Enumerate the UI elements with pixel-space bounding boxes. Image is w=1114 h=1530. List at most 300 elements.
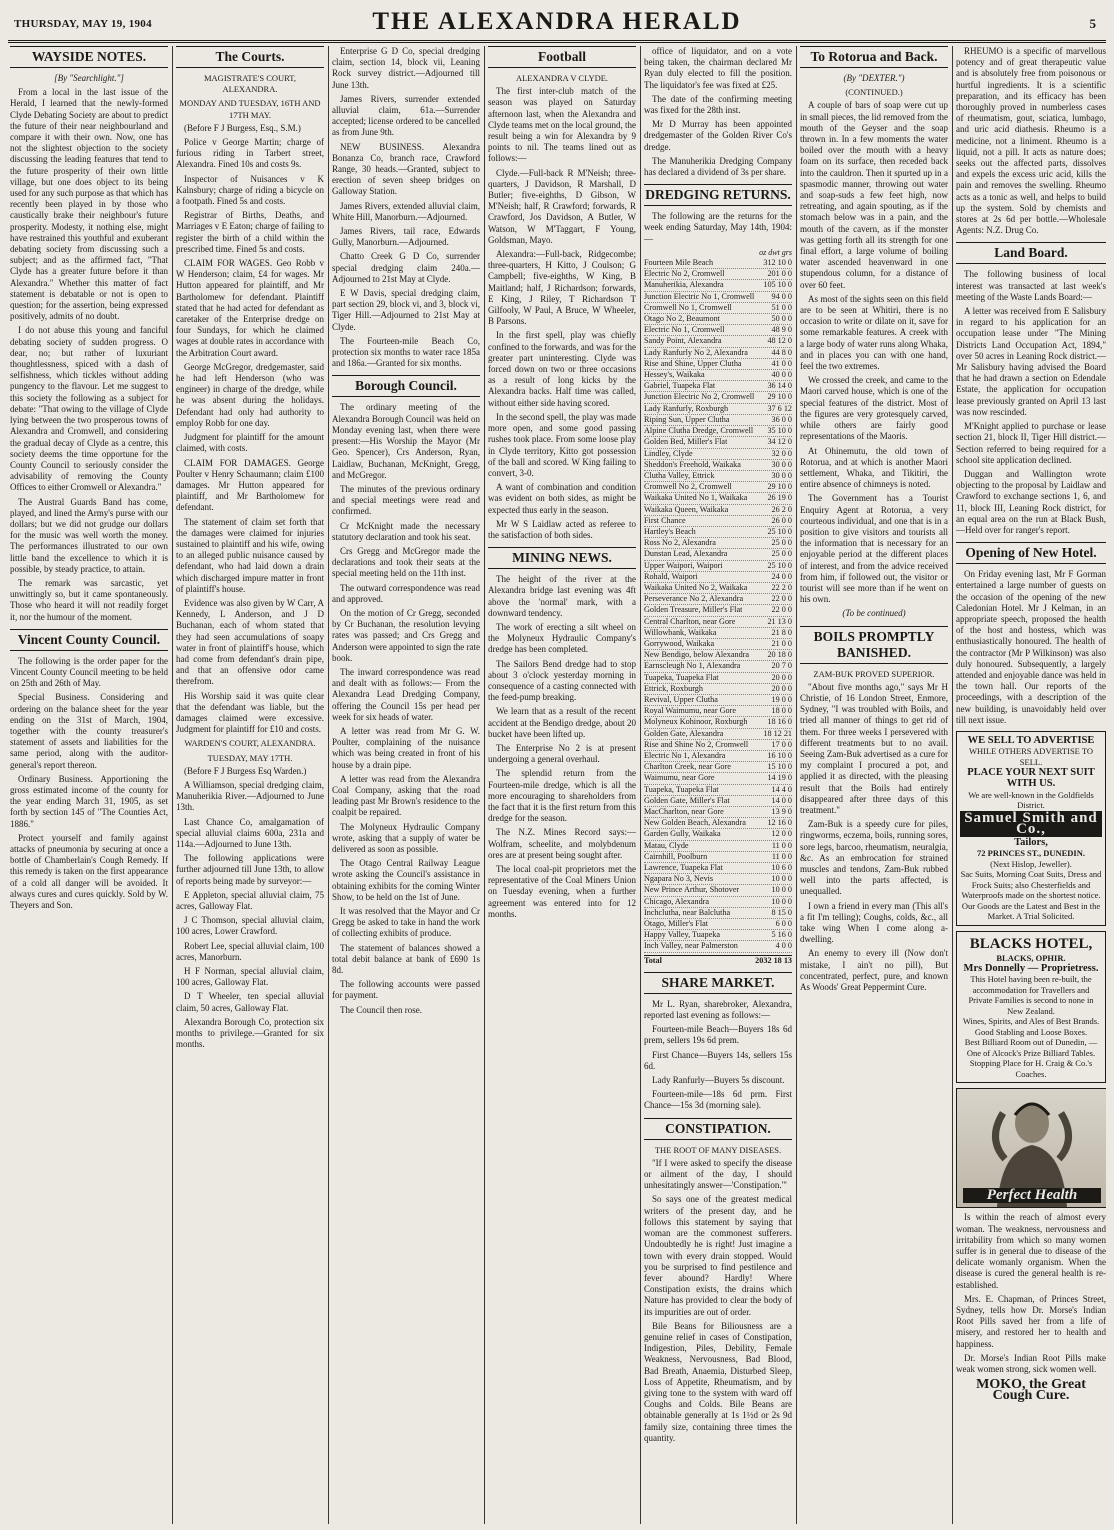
dredge-yield: 4 0 0 (775, 941, 792, 951)
dredge-name: Electric No 2, Cromwell (644, 269, 725, 279)
dredge-yield: 22 0 0 (771, 605, 792, 615)
returns-row (644, 527, 792, 538)
column-rule (640, 46, 641, 1524)
article-paragraph: Registrar of Births, Deaths, and Marriages v E Eaton; charge of failing to register the birth of a child within the prescribed time. Fined 5s and costs. (176, 210, 324, 254)
dredge-name: Junction Electric No 2, Cromwell (644, 392, 755, 402)
tailor-line: Sac Suits, Morning Coat Suits, Dress and Frock Suits; also Chesterfields and Waterproofs made on the shortest notice. (960, 869, 1102, 901)
article-paragraph: It was resolved that the Mayor and Cr Gregg be asked to take in hand the work of collecting exhibits of produce. (332, 906, 480, 939)
dredge-yield: 25 0 0 (771, 538, 792, 548)
dredge-name: Junction Electric No 1, Cromwell (644, 291, 755, 301)
dredge-name: Lady Ranfurly No 2, Alexandra (644, 347, 748, 357)
dredge-name: Perseverance No 2, Alexandra (644, 594, 744, 604)
article-paragraph: The remark was sarcastic, yet unwittingly so, but it came spontaneously. Those who heard it will not readily forget it, nor the humour of the moment. (10, 577, 168, 622)
dredge-yield: 20 0 0 (771, 672, 792, 682)
dredge-yield: 22 2 0 (771, 582, 792, 592)
dredge-name: Central Charlton, near Gore (644, 616, 736, 626)
article-paragraph: CLAIM FOR DAMAGES. George Poulter v Henry Schaumann; claim £100 damages. Mr Hutton appeared for plaintiff, and Mr Bartholomew for defendant. (176, 457, 324, 513)
article-paragraph: His Worship said it was quite clear that the defendant was liable, but the damages claimed were excessive. Judgment for plaintiff for £10 and costs. (176, 690, 324, 735)
returns-row (644, 695, 792, 706)
dredge-name: Golden Treasure, Miller's Flat (644, 605, 743, 615)
column-rule (484, 46, 485, 1524)
returns-row (644, 773, 792, 784)
dredge-name: Tuapeka, Tuapeka Flat (644, 672, 719, 682)
dredge-yield: 29 10 0 (767, 392, 792, 402)
dredge-name: Clutha Valley, Ettrick (644, 470, 715, 480)
dredge-name: Waikaka United No 1, Waikaka (644, 493, 748, 503)
dredge-yield: 18 16 0 (767, 717, 792, 727)
dredge-name: First Chance (644, 515, 686, 525)
dredge-name: Gorrywood, Waikaka (644, 638, 715, 648)
dredge-yield: 20 0 0 (771, 683, 792, 693)
returns-row (644, 661, 792, 672)
tailor-line: Tailors, (1014, 836, 1048, 848)
article-paragraph: The date of the confirming meeting was fixed for the 28th inst. (644, 93, 792, 116)
hotel-line: Stopping Place for H. Craig & Co.'s Coaches. (969, 1058, 1093, 1079)
dredge-yield: 50 0 0 (771, 314, 792, 324)
returns-row (644, 460, 792, 471)
returns-row (644, 561, 792, 572)
returns-row (644, 874, 792, 885)
column-rule (952, 46, 953, 1524)
article-paragraph: Fourteen-mile—18s 6d prm. First Chance—15s 3d (morning sale). (644, 1089, 792, 1111)
column-wayside-notes (10, 46, 168, 1524)
article-paragraph: First Chance—Buyers 14s, sellers 15s 6d. (644, 1049, 792, 1071)
article-paragraph: M'Knight applied to purchase or lease section 21, block II, Tiger Hill district.—Section referred to being required for a school site application declined. (956, 421, 1106, 465)
article-paragraph: We crossed the creek, and came to the Maori carved house, which is one of the special features of the district. Most of the figures are very grotesquely carved, while others are fairly good representations of the Maoris. (800, 375, 948, 442)
returns-row (644, 919, 792, 930)
dredge-name: Sandy Point, Alexandra (644, 336, 722, 346)
article-paragraph: The work of erecting a silt wheel on the Molyneux Hydraulic Company's dredge has been completed. (488, 621, 636, 655)
dredge-yield: 11 0 0 (771, 840, 792, 850)
returns-row (644, 336, 792, 347)
dredge-yield: 10 0 0 (771, 885, 792, 895)
column-borough-council (332, 46, 480, 1524)
article-paragraph: The Government has a Tourist Enquiry Agent at Rotorua, a very courteous individual, and one that is in a position to give visitors and tourists all the information that is necessary for an enjoyable period at the different places of interest, and from the advice received from him, if followed out, the visitor or tourist will see more than if he went on his own. (800, 493, 948, 605)
article-paragraph: Inspector of Nuisances v K Kalnsbury; charge of riding a bicycle on a footpath. Fined 5s and costs. (176, 173, 324, 207)
returns-row (644, 314, 792, 325)
article-paragraph: J C Thomson, special alluvial claim, 100 acres, Lower Crawford. (176, 915, 324, 937)
returns-row (644, 549, 792, 560)
dredge-yield: 94 0 0 (771, 291, 792, 301)
article-paragraph: (Before F J Burgess Esq Warden.) (184, 765, 307, 776)
dredge-name: Upper Waipori, Waipori (644, 560, 723, 570)
returns-row (644, 796, 792, 807)
dredge-yield: 21 0 0 (771, 638, 792, 648)
returns-table-header: oz dwt grs (759, 247, 792, 257)
returns-row (644, 493, 792, 504)
dredge-name: MacCharlton, near Gore (644, 807, 724, 816)
blacks-hotel-advert (956, 931, 1106, 1084)
dredge-name: Charlton Creek, near Gore (644, 762, 731, 772)
article-paragraph: James Rivers, surrender extended alluvial claim, 61a.—Surrender accepted; license ordered to be cancelled as from June 9th. (332, 93, 480, 138)
column-rotorua (800, 46, 948, 1524)
returns-row (644, 370, 792, 381)
article-paragraph: Evidence was also given by W Carr, A Kennedy, L Anderson, and J D Buchanan, each of whom stated that they had seen accumulations of soapy water in front of plaintiff's house, which had come from defendant's drain pipe, and that an offensive odor came therefrom. (176, 597, 324, 687)
dredge-name: Riping Sun, Upper Clutha (644, 414, 730, 424)
dredge-name: Cromwell No 1, Cromwell (644, 302, 732, 312)
dredge-name: Hessey's, Waikaka (644, 370, 705, 380)
article-paragraph: A want of combination and condition was evident on both sides, as might be expected thus early in the season. (488, 482, 636, 515)
returns-row (644, 538, 792, 549)
continued-note: (CONTINUED.) (845, 87, 903, 98)
returns-row (644, 258, 792, 269)
advert-paragraph: Dr. Morse's Indian Root Pills make weak women strong, sick women well. (956, 1352, 1106, 1375)
article-paragraph: James Rivers, extended alluvial claim, White Hill, Manorburn.—Adjourned. (332, 200, 480, 222)
column-land-board-ads (956, 46, 1106, 1524)
dredge-yield: 105 10 0 (763, 280, 792, 290)
dredge-yield: 30 0 0 (771, 459, 792, 469)
article-paragraph: Cr McKnight made the necessary statutory declaration and took his seat. (332, 520, 480, 542)
dredge-name: Waimumu, near Gore (644, 773, 715, 783)
mining-news-heading: MINING NEWS. (488, 547, 636, 569)
share-market-heading: SHARE MARKET. (644, 972, 792, 994)
returns-row (644, 617, 792, 628)
dredge-yield: 34 12 0 (767, 437, 792, 447)
rotorua-heading: To Rotorua and Back. (800, 46, 948, 68)
article-paragraph: Police v George Martin; charge of furious riding in Tarbert street, Alexandra. Fined 10s and costs 9s. (176, 137, 324, 170)
article-paragraph: Crs Gregg and McGregor made the declarations and took their seats at the special meeting held on the 11th inst. (332, 545, 480, 579)
column-football-mining (488, 46, 636, 1524)
article-paragraph: The inward correspondence was read and dealt with as follows:— From the Alexandra Lead Dredging Company, offering the Council 15s per head per week for six heads of water. (332, 666, 480, 722)
returns-row (644, 292, 792, 303)
dredge-yield: 13 9 0 (771, 807, 792, 816)
article-paragraph: D T Wheeler, ten special alluvial claim, 50 acres, Galloway Flat. (176, 991, 324, 1013)
returns-row (644, 785, 792, 796)
dredge-yield: 17 0 0 (771, 739, 792, 749)
returns-row (644, 505, 792, 516)
dredge-name: Ngapara No 3, Nevis (644, 874, 714, 884)
total-value: 2032 18 13 (755, 955, 792, 965)
article-paragraph: A letter was received from E Salisbury in regard to his application for an occupation lease under "The Mining Districts Land Occupation Act, 1894," over 50 acres in Leaning Rock district.—Mr Salisbury having advised the Board that he had drawn a section on Edendale Estate, the application for occupation lease previously granted on April 13 last was now rescinded. (956, 306, 1106, 417)
rheumo-advert: RHEUMO is a specific of marvellous potency and of great therapeutic value and is absolutely free from poisonous or hurtful ingredients. It is a scientific preparation, and its efficacy has been thoroughly proved in numberless cases of rheumatism, gout, sciatica, lumbago, and uric acid diathesis. Rheumo is a medicine, not a liniment. Rheumo is a liquid, not a pill. It acts as nature does; seeks out the affected parts, dissolves and expels the excess uric acid, kills the pain and removes the swelling. Rheumo acts as a tonic as well, and helps to build up the system. Sold by chemists and stores at 2s 6d per bottle.—Wholesale Agents: N.Z. Drug Co. (956, 46, 1106, 236)
article-paragraph: Alexandra:—Full-back, Ridgecombe; three-quarters, H Kitto, J Coulson; G Campbell; five-eighths, W King, B Maitland; half, J Richardson; forwards, E King, J Riley, T Richardson T Gilfooly, W Paul, A Bruce, W Wheeler, B Parsons. (488, 249, 636, 327)
returns-row (644, 269, 792, 280)
article-paragraph: (Before F J Burgess, Esq., S.M.) (184, 122, 301, 133)
to-be-continued: (To be continued) (842, 608, 906, 619)
returns-row (644, 381, 792, 392)
dredge-yield: 19 0 0 (771, 694, 792, 704)
returns-row (644, 348, 792, 359)
article-paragraph: So says one of the greatest medical writers of the present day, and he follows this statement by saying that woman are the commonest sufferers. Undoubtedly he is right! Just imagine a town with every drain stopped. Would you be surprised to find pestilence and fever abound? Hardly! Where Constipation exists, the drains which Nature has provided to clear the body of its impurities are out of order. (644, 1194, 792, 1317)
returns-row (644, 605, 792, 616)
article-paragraph: I do not abuse this young and fanciful debating society of sudden progress. O dear, no; but rather of luxuriant thoughtlessness, spiced with a dash of selfishness, which tickles without adding pungency to the flavour. Let me suggest to this society the following as a subject for debate: "That owing to the village of Clyde lying between the two prosperous towns of Alexandra and Cromwell, and considering the gradual decay of Clyde as a centre, this society deems the time opportune for the County Council to seriously consider the advisability of removing the County Offices to either Cromwell or Alexandra." (10, 325, 168, 493)
match-title: ALEXANDRA V CLYDE. (515, 73, 609, 83)
tailor-line: (Next Hislop, Jeweller). (990, 858, 1072, 869)
dredge-name: Matau, Clyde (644, 840, 689, 850)
article-paragraph: The Manuherikia Dredging Company has declared a dividend of 3s per share. (644, 155, 792, 178)
zam-buk-subheading: ZAM-BUK PROVED SUPERIOR. (813, 668, 935, 679)
article-paragraph: A couple of bars of soap were cut up in small pieces, the lid removed from the mouth of the Geyser and the soap thrown in. In a few moments the water boiled over the mouth with a heavy foam on its surface, then receded back into the cauldron. Then it spurted up in a spasmodic manner, throwing out water and soap-suds a few feet high, now retreating, and again spouting, as if the stomach below was in a pain, and the mouth of the cavern, as if the monster was getting forth all its strength for one final effort, a large volume of boiling water ascended heavenward in one stupendous column, for a distance of over 60 feet. (800, 100, 948, 290)
returns-row (644, 807, 792, 818)
constipation-heading: CONSTIPATION. (644, 1118, 792, 1140)
article-paragraph: James Rivers, tail race, Edwards Gully, Manorburn.—Adjourned. (332, 226, 480, 248)
dredge-yield: 312 10 0 (763, 258, 792, 268)
dredge-name: Ross No 2, Alexandra (644, 538, 716, 548)
dredge-yield: 30 0 0 (771, 470, 792, 480)
dredge-name: Sheddon's Freehold, Waikaka (644, 459, 741, 469)
returns-row (644, 885, 792, 896)
dredge-yield: 25 10 0 (767, 560, 792, 570)
article-paragraph: The minutes of the previous ordinary and special meetings were read and confirmed. (332, 483, 480, 517)
hotel-line: This Hotel having been re-built, the accommodation for Travellers and Private Families is second to none in New Zealand. (968, 974, 1094, 1016)
dredge-yield: 48 12 0 (767, 336, 792, 346)
returns-row (644, 437, 792, 448)
article-paragraph: The Enterprise No 2 is at present undergoing a general overhaul. (488, 742, 636, 765)
dredge-name: Alpine Clutha Dredge, Cromwell (644, 426, 754, 436)
article-paragraph: H F Norman, special alluvial claim, 100 acres, Galloway Flat. (176, 966, 324, 988)
constipation-subheading: THE ROOT OF MANY DISEASES. (654, 1144, 782, 1155)
tailor-line: Our Goods are the Latest and Best in the Market. A Trial Solicited. (961, 900, 1101, 922)
dredge-yield: 20 7 0 (771, 661, 792, 671)
returns-row (644, 594, 792, 605)
dredge-yield: 12 0 0 (771, 829, 792, 839)
land-board-heading: Land Board. (956, 242, 1106, 264)
dredging-returns-table (644, 248, 792, 966)
dredge-yield: 14 0 0 (771, 795, 792, 805)
dredge-yield: 48 9 0 (771, 325, 792, 335)
article-paragraph: George McGregor, dredgemaster, said he had left Henderson (who was engineer) in charge of the dredge, while he was absent during the holidays. Defendant had only had authority to employ Robb for one day. (176, 361, 324, 428)
dredge-yield: 25 10 0 (767, 526, 792, 536)
article-paragraph: The following applications were further adjourned till June 13th, to allow of reports being made by surveyor:— (176, 853, 324, 886)
article-paragraph: The statement of balances showed a total debit balance at bank of £690 1s 8d. (332, 942, 480, 976)
dredge-name: Electric No 1, Cromwell (644, 325, 725, 335)
returns-row (644, 717, 792, 728)
returns-row (644, 404, 792, 415)
dredge-yield: 14 19 0 (767, 773, 792, 783)
dredge-yield: 201 0 0 (767, 269, 792, 279)
column-dredging-returns (644, 46, 792, 1524)
dredging-returns-heading: DREDGING RETURNS. (644, 184, 792, 206)
advert-paragraph: Is within the reach of almost every woman. The weakness, nervousness and irritability from which so many women suffer is in general due to disease of the delicate womanly organism. When the disease is cured the general health is re-established. (956, 1212, 1106, 1290)
article-paragraph: "If I were asked to specify the disease or ailment of the day, I should unhesitatingly answer—'Constipation.'" (644, 1157, 792, 1191)
article-paragraph: office of liquidator, and on a vote being taken, the chairman declared Mr Ryan duly elected to fill the position. The liquidator's fee was fixed at £25. (644, 46, 792, 90)
returns-row (644, 650, 792, 661)
dredge-yield: 20 18 0 (767, 650, 792, 660)
column-rule (172, 46, 173, 1524)
article-paragraph: The Austral Guards Band has come, played, and lined the Army's purse with our dollars; but we did not grudge our dollars for the music was well worth the money. The performances illustrated to our own little band the excellence to which it is possible, by steady practice, to attain. (10, 496, 168, 574)
moko-advert: MOKO, the Great Cough Cure. (976, 1377, 1086, 1404)
tailor-slogan-advert (956, 731, 1106, 926)
vincent-county-council-heading: Vincent County Council. (10, 629, 168, 651)
dredge-yield: 44 8 0 (771, 347, 792, 357)
article-paragraph: A Williamson, special dredging claim, Manuherikia River.—Adjourned to June 13th. (176, 779, 324, 813)
dredge-name: New Golden Beach, Alexandra (644, 818, 746, 828)
courts-heading: The Courts. (176, 46, 324, 68)
hotel-line: Wines, Spirits, and Ales of Best Brands. (962, 1016, 1100, 1027)
returns-row (644, 897, 792, 908)
article-paragraph: The splendid return from the Fourteen-mile dredge, which is all the more encouraging to shareholders from the fact that it is the first return from this dredge for the season. (488, 768, 636, 824)
court-subheading: MAGISTRATE'S COURT, ALEXANDRA. (203, 73, 296, 95)
perfect-health-banner: Perfect Health (963, 1188, 1101, 1203)
returns-row (644, 415, 792, 426)
column-rule (328, 46, 329, 1524)
article-paragraph: NEW BUSINESS. Alexandra Bonanza Co, branch race, Crawford Range, 30 heads.—Granted, subject to erection of seven sheep bridges on Galloway Station. (332, 141, 480, 197)
returns-row (644, 426, 792, 437)
newspaper-title: THE ALEXANDRA HERALD (372, 8, 742, 35)
returns-row (644, 471, 792, 482)
dredge-name: Hartley's Beach (644, 526, 696, 536)
article-paragraph: Ordinary Business. Apportioning the gross estimated income of the county for the year ending March 31, 1905, as set forth by section 145 of "The Counties Act, 1886." (10, 773, 168, 829)
returns-row (644, 639, 792, 650)
returns-row (644, 751, 792, 762)
page-number: 5 (1089, 16, 1096, 31)
court-dates: MONDAY AND TUESDAY, 16TH AND 17TH MAY. (179, 98, 321, 120)
article-paragraph: A letter was read from the Alexandra Coal Company, asking that the road leading past Mr Brown's residence to the coalpit be repaired. (332, 773, 480, 818)
dredge-name: Willowbank, Waikaka (644, 627, 717, 637)
returns-row (644, 863, 792, 874)
article-paragraph: Judgment for plaintiff for the amount claimed, with costs. (176, 432, 324, 454)
slogan-line: WE SELL TO ADVERTISE (967, 734, 1095, 746)
total-label: Total (644, 955, 662, 965)
dredge-name: Golden Bed, Miller's Flat (644, 437, 728, 447)
returns-row (644, 740, 792, 751)
dredge-name: Waikaka United No 2, Waikaka (644, 582, 748, 592)
hotel-proprietress: Mrs Donnelly — Proprietress. (963, 963, 1099, 975)
dredge-name: Cairnhill, Poolburn (644, 851, 708, 861)
article-paragraph: The Molyneux Hydraulic Company wrote, asking that a supply of water be delivered as soon as possible. (332, 821, 480, 854)
wardens-court-subheading: WARDEN'S COURT, ALEXANDRA. (184, 738, 316, 749)
article-paragraph: The Otago Central Railway League wrote asking the Council's assistance in obtaining exhibits for the coming Winter Show, to be held on the 1st of June. (332, 858, 480, 902)
dredge-name: Gabriel, Tuapeka Flat (644, 381, 716, 391)
dredge-yield: 10 0 0 (771, 896, 792, 906)
new-hotel-heading: Opening of New Hotel. (956, 542, 1106, 564)
article-paragraph: The ordinary meeting of the Alexandra Borough Council was held on Monday evening last, when there were present:—His Worship the Mayor (Mr Geo. Spencer), Crs Anderson, Ryan, Laidlaw, Buchanan, McKnight, Gregg, and McGregor. (332, 402, 480, 480)
returns-row (644, 325, 792, 336)
advert-paragraph: "About five months ago," says Mr H Christie, of 16 London Street, Enmore, Sydney, "I was troubled with Boils, and tried all manner of things to get rid of them. For three weeks I persevered with different treatments but to no avail. Seeing Zam-Buk advertised as a cure for my complaint I procured a pot, and applied it as directed, with the pleasing result that the Boils had entirely disappeared after three days of this treatment." (800, 681, 948, 815)
article-paragraph: In the second spell, the play was made more open, and some good passing rushes took place. From some loose play in Clyde territory, Kitto got possession of the ball and scored. W King failing to convert, 3-0. (488, 411, 636, 478)
returns-row (644, 392, 792, 403)
article-paragraph: E Appleton, special alluvial claim, 75 acres, Galloway Flat. (176, 889, 324, 912)
article-paragraph: We learn that as a result of the recent accident at the Bendigo dredge, about 20 bucket have been lifted up. (488, 706, 636, 739)
dredge-name: New Prince Arthur, Shotover (644, 885, 740, 895)
article-paragraph: The height of the river at the Alexandra bridge last evening was 4ft above the 'normal' mark, with a downward tendency. (488, 574, 636, 618)
football-heading: Football (488, 46, 636, 68)
article-paragraph: Alexandra Borough Co, protection six months to privilege.—Granted for six months. (176, 1016, 324, 1050)
advert-paragraph: Protect yourself and family against attacks of pneumonia by securing at once a bottle of Chamberlain's Cough Remedy. If this remedy is taken on the first appearance of a cold all danger will be avoided. It always cures and cures quickly. Sold by W. Theyers and Son. (10, 832, 168, 911)
borough-council-heading: Borough Council. (332, 375, 480, 397)
article-paragraph: Clyde.—Full-back R M'Neish; three-quarters, J Davidson, R Marshall, D Butler; five-eighths, D Gibson, W M'Neish; half, R Crawford; forwards, R Crawford, Jos Davidson, A Butler, W Watson, W M'Taggart, F Young, Goldsman, Mayo. (488, 167, 636, 245)
article-paragraph: The Fourteen-mile Beach Co, protection six months to water race 185a and 186a.—Granted for six months. (332, 335, 480, 369)
article-paragraph: The first inter-club match of the season was played on Saturday afternoon last, when the Alexandra and Clyde teams met on the local ground, the result being a win for Alexandra by 9 points to nil. The teams lined out as follows:— (488, 86, 636, 164)
article-paragraph: The following business of local interest was transacted at last week's meeting of the Waste Lands Board:— (956, 269, 1106, 302)
article-paragraph: The following accounts were passed for payment. (332, 979, 480, 1001)
perfect-health-illustration (956, 1088, 1106, 1208)
dredge-name: Earnscleugh No 1, Alexandra (644, 661, 741, 671)
article-paragraph: At Ohinemutu, the old town of Rotorua, and at which is another Maori settlement, Whaka, and Tikitiri, the entire absence of chimneys is noted. (800, 445, 948, 490)
article-paragraph: The Council then rose. (340, 1004, 422, 1015)
dredge-name: Cromwell No 2, Cromwell (644, 482, 732, 492)
article-paragraph: The statement of claim set forth that the damages were claimed for injuries sustained to plaintiff and his wife, owing to an alleged public nuisance caused by defendant, who had laid down a drain which discharged impure matter in front of plaintiff's house. (176, 516, 324, 594)
tailor-name: Samuel Smith and Co., (960, 811, 1102, 837)
article-paragraph: Duggan and Wallington wrote objecting to the proposal by Laidlaw and Crawford to exchange sections 1, 6, and 11, block III, Leaning Rock district, for an equal area on the run at Black Bush,—Held over for ranger's report. (956, 468, 1106, 535)
dredge-name: Inch Valley, near Palmerston (644, 941, 738, 951)
dredge-name: Electric No 1, Alexandra (644, 750, 726, 760)
dredge-yield: 10 0 0 (771, 874, 792, 884)
dredge-name: Tuapeka, Tuapeka Flat (644, 784, 719, 794)
dredge-yield: 21 13 0 (767, 616, 792, 626)
dredge-yield: 24 0 0 (771, 571, 792, 581)
wayside-notes-heading: WAYSIDE NOTES. (10, 46, 168, 68)
dredge-yield: 5 16 0 (771, 930, 792, 940)
dredge-name: Happy Valley, Tuapeka (644, 930, 720, 940)
article-paragraph: On the motion of Cr Gregg, seconded by Cr Buchanan, the resolution levying rates was passed; and Crs Gregg and Anderson were appointed to sign the rate book. (332, 607, 480, 663)
column-courts (176, 46, 324, 1524)
dredge-name: Garden Gully, Waikaka (644, 829, 721, 839)
article-paragraph: As most of the sights seen on this field are to be seen at Whitiri, there is no occasion to write or dilate on it, save for some remarkable features. A creek with a large body of water runs along Whaka, and in places you can with one hand, feel the two extremes. (800, 293, 948, 372)
article-paragraph: In the first spell, play was chiefly confined to the forwards, and was for the greater part uninteresting. Clyde was forced down on two or three occasions as a result of long kicks by the Alexandra backs. Half time was called, without either side having scored. (488, 330, 636, 408)
dredge-yield: 26 2 0 (771, 504, 792, 514)
article-paragraph: The local coal-pit proprietors met the representative of the Coal Miners Union on Tuesday evening, when a further agreement was entered into for 12 months. (488, 864, 636, 919)
article-paragraph: Lady Ranfurly—Buyers 5s discount. (652, 1075, 785, 1086)
dredge-name: Chicago, Alexandra (644, 896, 710, 906)
article-paragraph: The Sailors Bend dredge had to stop about 3 o'clock yesterday morning in consequence of a casting connected with the feed-pump breaking. (488, 658, 636, 703)
dredge-yield: 8 15 0 (771, 907, 792, 917)
dredge-yield: 10 6 0 (771, 863, 792, 873)
dredge-name: Royal Waimumu, near Gore (644, 706, 736, 716)
dredge-yield: 36 0 0 (771, 414, 792, 424)
dredge-yield: 29 10 0 (767, 482, 792, 492)
returns-row (644, 583, 792, 594)
dredge-yield: 18 0 0 (771, 706, 792, 716)
dredge-yield: 14 4 0 (771, 784, 792, 794)
article-paragraph: The outward correspondence was read and approved. (332, 582, 480, 604)
advert-paragraph: Zam-Buk is a speedy cure for piles, ringworms, eczema, boils, running sores, sore legs, barcoo, rheumatism, neuralgia, &c. As an embrocation for strained muscles and tendons, Zam-Buk rubbed well into the parts affected, is unequalled. (800, 819, 948, 897)
dredge-name: Otago, Miller's Flat (644, 919, 709, 929)
dredge-yield: 18 12 21 (763, 728, 792, 738)
dredge-name: Manuherikia, Alexandra (644, 280, 724, 290)
dredge-yield: 12 16 0 (767, 818, 792, 828)
dredge-yield: 21 8 0 (771, 627, 792, 637)
returns-row (644, 930, 792, 941)
returns-intro: The following are the returns for the week ending Saturday, May 14th, 1904:— (644, 211, 792, 244)
article-paragraph: Mr L. Ryan, sharebroker, Alexandra, reported last evening as follows:— (644, 998, 792, 1021)
dredge-yield: 35 10 0 (767, 426, 792, 436)
dredge-yield: 15 10 0 (767, 762, 792, 772)
advert-paragraph: I own a friend in every man (This all's a fit I'm telling); Coughs, colds, &c., all take wing When I come along a-dwelling. (800, 900, 948, 945)
returns-row (644, 941, 792, 952)
dredge-name: Molyneux Kohinoor, Roxburgh (644, 717, 748, 727)
dredge-name: Dunstan Lead, Alexandra (644, 549, 728, 559)
dredge-yield: 41 0 0 (771, 358, 792, 368)
dredge-name: Otago No 2, Beaumont (644, 314, 720, 324)
dredge-name: Golden Gate, Miller's Flat (644, 795, 730, 805)
advert-paragraph: An enemy to every ill (Now don't mistake, I ain't no pill), But concentrated, perfect, pure, and known As Woods' Great Peppermint Cure. (800, 948, 948, 993)
dredge-yield: 37 6 12 (767, 403, 792, 413)
dredge-yield: 40 0 0 (771, 370, 792, 380)
article-paragraph: Bile Beans for Biliousness are a genuine relief in cases of Constipation, Indigestion, Piles, Debility, Female Weakness, Nervousness, Bad Blood, Bad Breath, Anaemia, Disturbed Sleep, Loss of Appetite, Rheumatism, and by giving tone to the system with ward off Coughs and Colds. Bile Beans are obtainable generally at 1s 1½d or 2s 9d family size, containing three times the quantity. (644, 1320, 792, 1443)
dredge-name: Inchclutha, near Balclutha (644, 907, 731, 917)
hotel-line: Best Billiard Room out of Dunedin, —One of Alcock's Prize Billiard Tables. (964, 1037, 1098, 1058)
article-paragraph: Mr D Murray has been appointed dredgemaster of the Golden River Co's dredge. (644, 119, 792, 152)
returns-row (644, 706, 792, 717)
article-paragraph: On Friday evening last, Mr F Gorman entertained a large number of guests on the occasion of the opening of the new Caledonian Hotel. Mr J Kelman, in an appropriate speech, proposed the health of the host and hostess, which was enthusiastically honoured. The health of the contractor (Mr P Wilkinson) was also duly honoured. Subsequently, a largely attended and enjoyable dance was held in the town hall. Our reports of the proceedings, with a description of the new building, is unavoidably held over till next issue. (956, 569, 1106, 725)
dredge-name: Lindley, Clyde (644, 448, 693, 458)
dredge-name: Lady Ranfurly, Roxburgh (644, 403, 729, 413)
hotel-place: BLACKS, OPHIR. (996, 952, 1066, 963)
dredge-name: Waikaka Queen, Waikaka (644, 504, 729, 514)
dredge-name: New Bendigo, below Alexandra (644, 650, 750, 660)
dredge-name: Lawrence, Tuapeka Flat (644, 863, 723, 873)
dredge-yield: 11 0 0 (771, 851, 792, 861)
returns-row (644, 303, 792, 314)
advert-paragraph: Mrs. E. Chapman, of Princes Street, Sydney, tells how Dr. Morse's Indian Root Pills saved her from a life of misery, and restored her to health and happiness. (956, 1293, 1106, 1349)
dredge-yield: 25 0 0 (771, 549, 792, 559)
article-paragraph: Fourteen-mile Beach—Buyers 18s 6d prem, sellers 19s 6d prem. (644, 1024, 792, 1046)
article-paragraph: E W Davis, special dredging claim, part section 29, block vi, and 3, block vi, Tiger Hill.—Adjourned to 21st May at Clyde. (332, 288, 480, 332)
dredge-name: Rise and Shine, Upper Clutha (644, 358, 742, 368)
returns-row (644, 482, 792, 493)
wayside-notes-byline: [By "Searchlight."] (54, 73, 124, 83)
